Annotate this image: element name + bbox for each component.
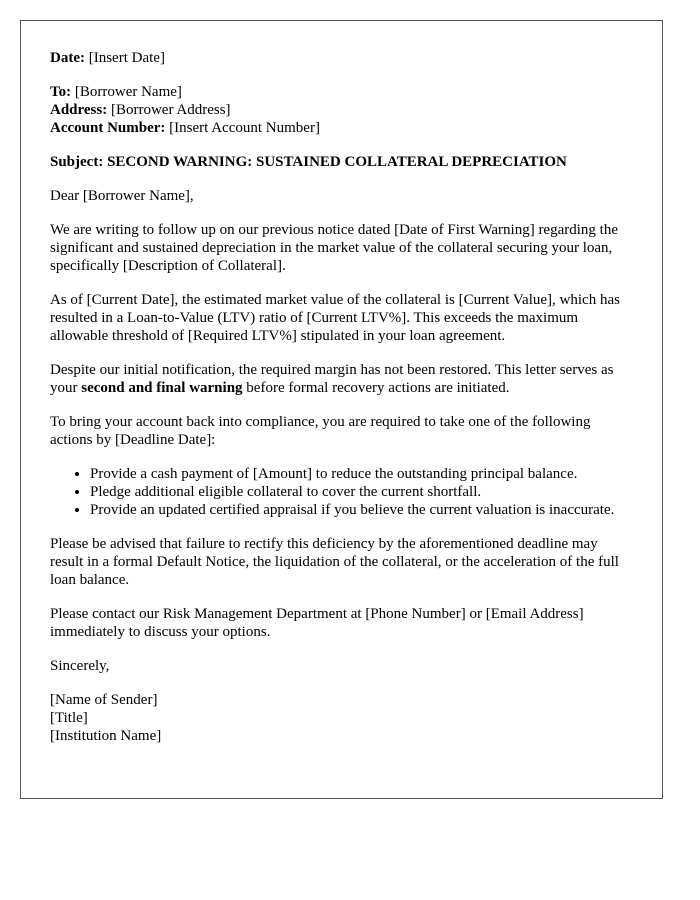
paragraph-intro: We are writing to follow up on our previous notice dated [Date of First Warning] regarding the significant and sustained depreciation in the market value of the collateral securing your loan, specifically [Description of Collateral]. — [50, 222, 618, 274]
salutation: Dear [Borrower Name], — [50, 188, 194, 204]
subject-line: Subject: SECOND WARNING: SUSTAINED COLLATERAL DEPRECIATION — [50, 154, 567, 170]
recipient-block: To: [Borrower Name] Address: [Borrower Address] Account Number: [Insert Account Number] — [50, 84, 320, 136]
list-item: • Provide a cash payment of [Amount] to reduce the outstanding principal balance. — [90, 465, 633, 483]
list-item: • Pledge additional eligible collateral to cover the current shortfall. — [90, 483, 633, 501]
letter — [20, 20, 663, 799]
paragraph-ltv: As of [Current Date], the estimated market value of the collateral is [Current Value], which has resulted in a Loan-to-Value (LTV) ratio of [Current LTV%]. This exceeds the maximum allowable threshold of [Required LTV%] stipulated in your loan agreement. — [50, 292, 620, 344]
list-item: • Provide an updated certified appraisal if you believe the current valuation is inaccurate. — [90, 501, 633, 519]
paragraph-warning: Despite our initial notification, the required margin has not been restored. This letter serves as your second and final warning before formal recovery actions are initiated. — [50, 362, 614, 396]
closing: Sincerely, — [50, 658, 110, 674]
signature-block: [Name of Sender] [Title] [Institution Name] — [50, 692, 162, 744]
paragraph-contact: Please contact our Risk Management Department at [Phone Number] or [Email Address] immediately to discuss your options. — [50, 606, 584, 640]
actions-list — [50, 465, 633, 519]
paragraph-consequences: Please be advised that failure to rectify this deficiency by the aforementioned deadline may result in a formal Default Notice, the liquidation of the collateral, or the acceleration of the full loan balance. — [50, 536, 619, 588]
date-line: Date: [Insert Date] — [50, 50, 165, 66]
paragraph-actions-intro: To bring your account back into compliance, you are required to take one of the following actions by [Deadline Date]: — [50, 414, 591, 448]
